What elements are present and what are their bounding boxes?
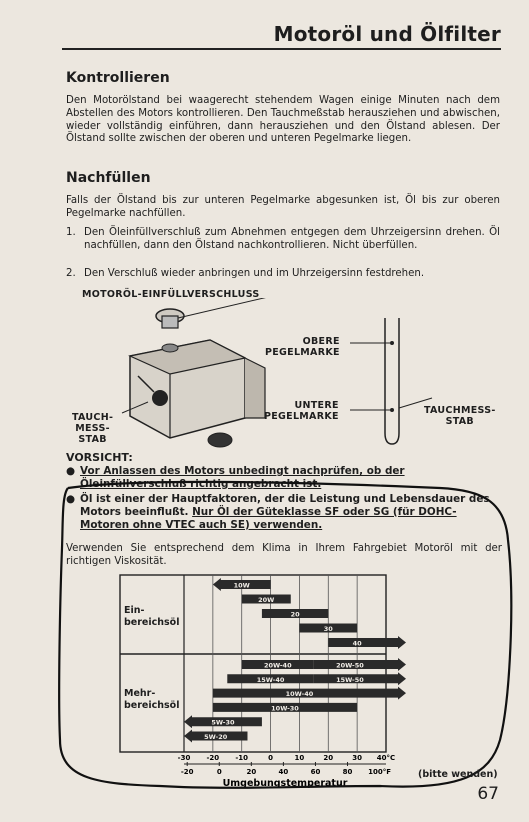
viscosity-bar-label: 30 <box>323 625 333 633</box>
viscosity-bar-label: 20W-50 <box>336 661 364 670</box>
footer-please-turn: (bitte wenden) <box>418 769 498 780</box>
fahrenheit-tick-label: 0 <box>216 768 222 776</box>
caution-bullet-2-part-b: Nur Öl der Güteklasse SF oder SG (für DOHC-Motoren ohne VTEC auch SE) verwenden. <box>80 505 457 531</box>
celsius-tick-label: -10 <box>235 754 249 762</box>
caution-heading: VORSICHT: <box>66 451 133 464</box>
label-upper-mark: OBERE PEGELMARKE <box>265 336 340 358</box>
x-axis-title: Umgebungstemperatur <box>222 778 348 789</box>
fahrenheit-tick-label: 80 <box>342 768 353 776</box>
viscosity-bar-label: 20W-40 <box>263 661 292 670</box>
bullet-dot-icon: ● <box>66 465 76 477</box>
paragraph-kontrollieren: Den Motorölstand bei waagerecht stehendem Wagen einige Minuten nach dem Abstellen des Motors kontrollieren. Den Tauchmeßstab herausziehen und abwischen, wieder vollständig einführen, dann herausziehen und den Ölstand ablesen. Der Ölstand sollte zwischen der oberen und unteren Pegelmarke liegen. <box>66 95 500 145</box>
viscosity-bar-label: 10W <box>233 581 250 590</box>
step-2-text: Den Verschluß wieder anbringen und im Uhrzeigersinn festdrehen. <box>84 268 425 279</box>
celsius-tick-label: -30 <box>177 754 191 762</box>
caution-bullet-2-part-a: Öl ist einer der Hauptfaktoren, der die Leistung und Lebensdauer des Motors beeinflußt. <box>80 493 490 518</box>
fahrenheit-tick-label: 60 <box>310 768 321 776</box>
fahrenheit-tick-label: 40 <box>278 768 289 776</box>
step-1-number: 1. <box>66 227 76 238</box>
celsius-tick-label: 30 <box>352 754 363 762</box>
label-dipstick-right: TAUCHMESS- STAB <box>424 405 496 427</box>
heading-kontrollieren: Kontrollieren <box>66 70 170 86</box>
viscosity-bar-label: 10W-30 <box>271 704 299 713</box>
fahrenheit-unit-label: 100°F <box>368 768 392 776</box>
viscosity-bar-label: 20 <box>290 610 300 619</box>
group-label-single: Ein- bereichsöl <box>124 605 180 628</box>
fahrenheit-tick-label: -20 <box>180 768 194 776</box>
viscosity-bar-label: 15W-50 <box>336 675 364 684</box>
viscosity-bar-label: 15W-40 <box>256 675 285 684</box>
group-label-multi: Mehr- bereichsöl <box>124 688 180 711</box>
celsius-unit-label: 40°C <box>376 754 396 762</box>
viscosity-bar-label: 20W <box>258 596 275 604</box>
celsius-tick-label: 10 <box>294 754 305 762</box>
step-1-text: Den Öleinfüllverschluß zum Abnehmen entgegen dem Uhrzeigersinn drehen. Öl nachfüllen, dann den Ölstand nachkontrollieren. Nicht überfüllen. <box>84 227 500 251</box>
step-2-number: 2. <box>66 268 76 279</box>
celsius-tick-label: -20 <box>206 754 220 762</box>
bullet-dot-icon: ● <box>66 493 76 505</box>
fahrenheit-tick-label: 20 <box>246 768 257 776</box>
viscosity-bar-label: 40 <box>352 639 362 648</box>
label-dipstick-left: TAUCH- MESS- STAB <box>72 412 114 445</box>
celsius-tick-label: 20 <box>323 754 334 762</box>
page-title: Motoröl und Ölfilter <box>273 22 501 46</box>
label-oil-filler-cap: MOTORÖL-EINFÜLLVERSCHLUSS <box>82 289 260 300</box>
viscosity-bar-label: 5W-20 <box>204 733 228 741</box>
paragraph-nachfuellen: Falls der Ölstand bis zur unteren Pegelmarke abgesunken ist, Öl bis zur oberen Pegelmarke nachfüllen. <box>66 195 500 219</box>
celsius-tick-label: 0 <box>268 754 274 762</box>
label-lower-mark: UNTERE PEGELMARKE <box>264 400 339 422</box>
caution-bullet-1-text: Vor Anlassen des Motors unbedingt nachprüfen, ob der Öleinfüllverschluß richtig angebracht ist. <box>80 465 405 490</box>
heading-nachfuellen: Nachfüllen <box>66 170 151 186</box>
viscosity-intro: Verwenden Sie entsprechend dem Klima in Ihrem Fahrgebiet Motoröl mit der richtigen Viskosität. <box>66 543 502 567</box>
viscosity-bar-label: 10W-40 <box>285 690 314 699</box>
page-number: 67 <box>477 784 499 804</box>
viscosity-bar-label: 5W-30 <box>211 718 235 727</box>
